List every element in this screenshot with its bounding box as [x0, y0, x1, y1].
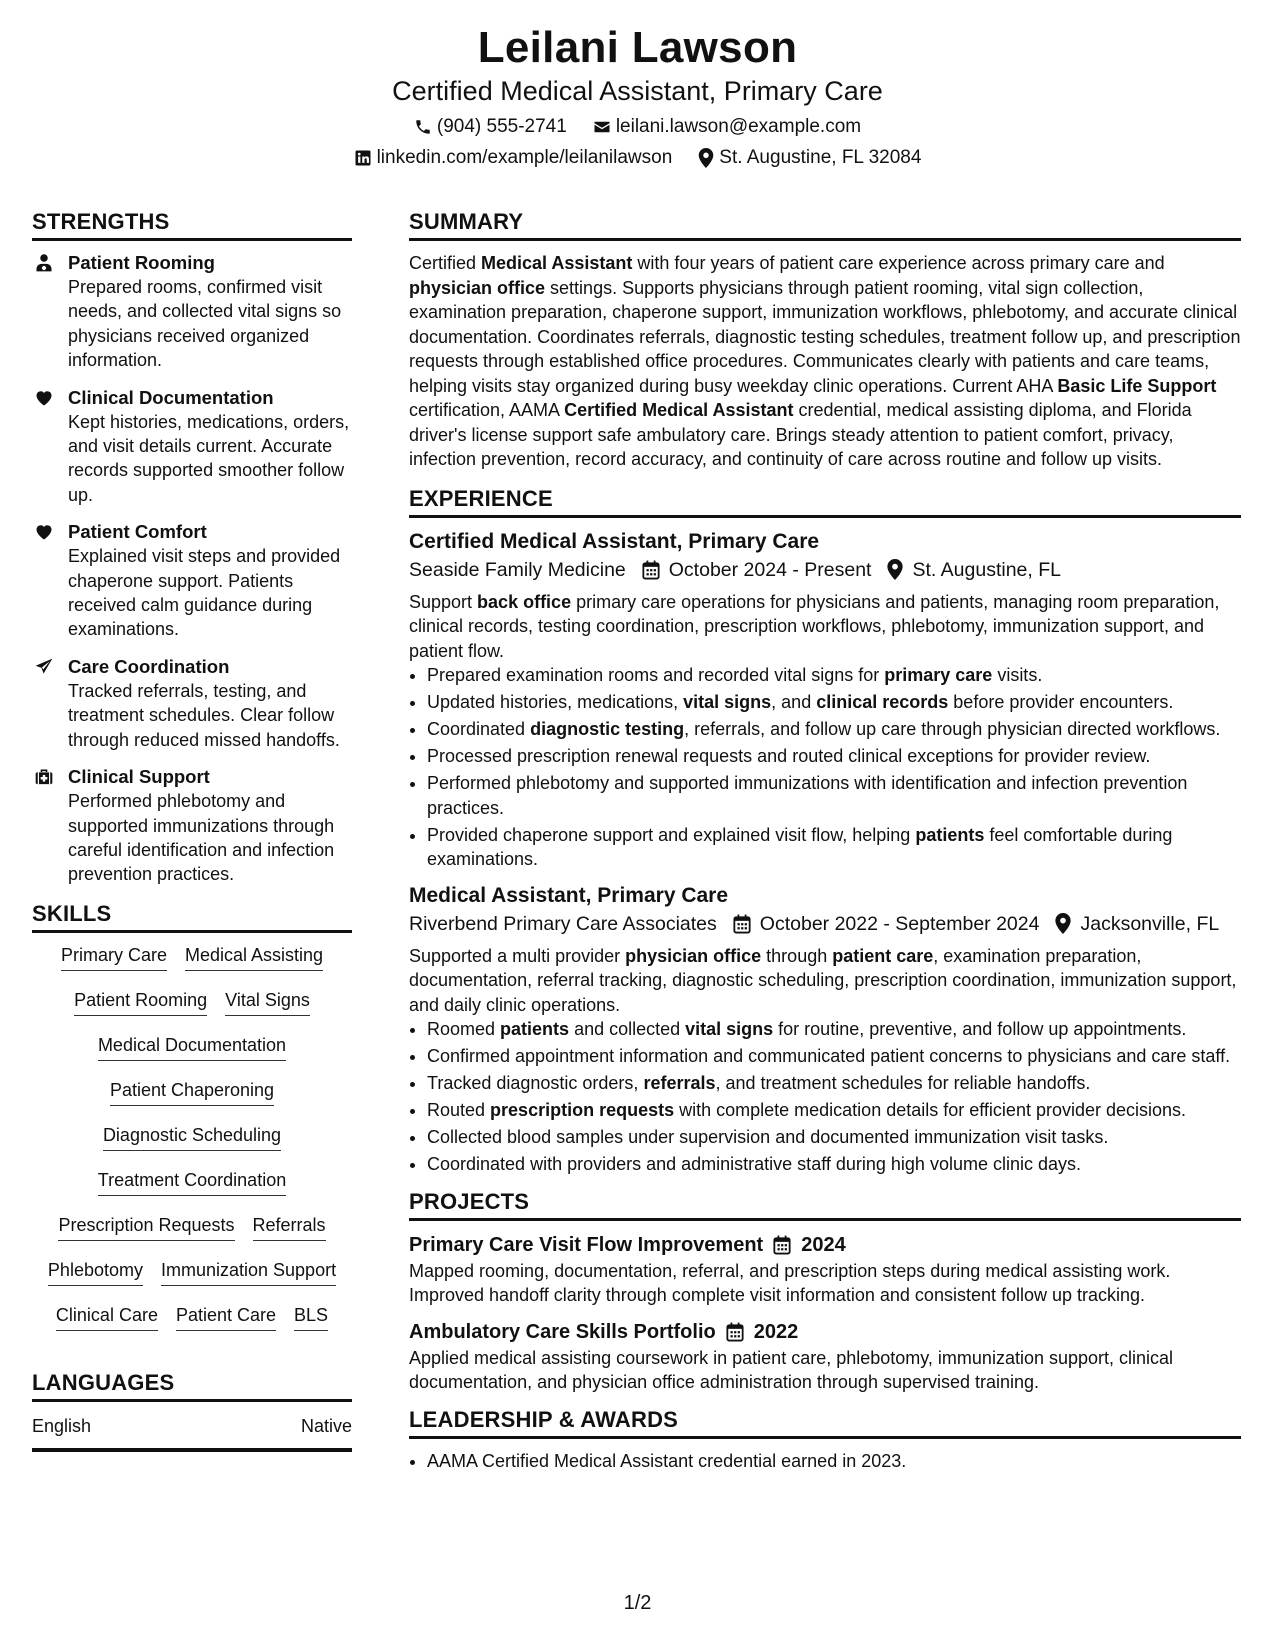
skill-tag: Vital Signs: [225, 988, 310, 1016]
text-segment: Processed prescription renewal requests and routed clinical exceptions for provider review.: [427, 746, 1151, 766]
job-location: [1055, 910, 1219, 938]
job-dates: [642, 556, 872, 584]
skill-tag: Diagnostic Scheduling: [103, 1123, 281, 1151]
email-link[interactable]: leilani.lawson@example.com: [615, 116, 862, 137]
text-segment: Tracked diagnostic orders,: [427, 1073, 644, 1093]
job-dates-text: October 2024 - Present: [668, 558, 872, 581]
text-segment: Supported a multi provider: [409, 945, 626, 966]
bold-text: physician office: [625, 945, 762, 966]
skill-tag: Patient Chaperoning: [110, 1078, 274, 1106]
bullet-item: [427, 1098, 1241, 1123]
job-company: Riverbend Primary Care Associates: [409, 912, 717, 935]
bullet-item: [427, 771, 1241, 820]
job-company: Seaside Family Medicine: [409, 558, 626, 581]
text-segment: credential, medical assisting diploma, and Florida driver's license support safe ambulatory care. Brings steady attention to patient comfort, privacy, infection prevention, record accuracy, and continuity of care across routine and follow up visits.: [409, 400, 1192, 469]
bullet-item: [427, 1017, 1241, 1042]
linkedin-link[interactable]: linkedin.com/example/leilanilawson: [376, 147, 673, 168]
job-entry: [409, 528, 1241, 872]
text-segment: , referrals, and follow up care through physician directed workflows.: [684, 719, 1221, 739]
calendar-icon: [773, 1235, 791, 1255]
project-title-row: [409, 1318, 1241, 1346]
project-title-row: [409, 1231, 1241, 1259]
skill-row: [32, 1213, 352, 1258]
right-column: [409, 209, 1241, 1476]
skill-row: [32, 1303, 352, 1348]
bold-text: patients: [915, 824, 985, 845]
skill-row: [32, 988, 352, 1033]
leadership-heading: LEADERSHIP & AWARDS: [409, 1407, 1241, 1439]
text-segment: Prepared examination rooms and recorded vital signs for: [427, 665, 885, 685]
user-doctor-icon: [32, 251, 56, 373]
bold-text: vital signs: [685, 1019, 774, 1039]
strength-body: [68, 386, 352, 508]
job-meta: [409, 910, 1241, 938]
job-location-text: St. Augustine, FL: [912, 558, 1061, 581]
strength-description: Kept histories, medications, orders, and visit details current. Accurate records supported smoother follow up.: [68, 411, 350, 505]
bullet-item: [427, 1152, 1241, 1177]
job-title: Certified Medical Assistant, Primary Care: [409, 529, 820, 553]
medical-kit-icon: [32, 765, 56, 887]
text-segment: primary care operations for physicians and patients, managing room preparation, clinical records, testing coordination, prescription workflows, phlebotomy, immunization support, and patient flow.: [409, 591, 1220, 661]
bold-text: Certified Medical Assistant: [564, 400, 794, 420]
bold-text: back office: [477, 591, 572, 612]
bold-text: physician office: [409, 277, 546, 298]
job-title: Medical Assistant, Primary Care: [409, 883, 729, 907]
leadership-list: [409, 1449, 1241, 1474]
strength-item: [32, 655, 352, 752]
contact-row-1: [0, 115, 1275, 139]
award-item: • AAMA Certified Medical Assistant credential earned in 2023.: [427, 1449, 1241, 1474]
text-segment: Support: [409, 591, 478, 612]
skill-tag: Primary Care: [61, 943, 167, 971]
text-segment: feel comfortable during examinations.: [427, 824, 1173, 869]
strengths-heading: STRENGTHS: [32, 209, 352, 241]
candidate-title: Certified Medical Assistant, Primary Care: [392, 76, 883, 106]
left-column: [32, 209, 352, 1452]
bullet-item: [427, 823, 1241, 872]
text-segment: Routed: [427, 1100, 491, 1120]
skills-heading: SKILLS: [32, 901, 352, 933]
bold-text: Basic Life Support: [1057, 375, 1217, 396]
bullet-item: [427, 1071, 1241, 1096]
skill-tag: Treatment Coordination: [98, 1168, 286, 1196]
heart-icon: [32, 386, 56, 508]
text-segment: Collected blood samples under supervision and documented immunization visit tasks.: [427, 1127, 1109, 1147]
contact-row-2: [0, 146, 1275, 170]
strength-item: [32, 251, 352, 373]
strength-item: [32, 765, 352, 887]
text-segment: certification, AAMA: [409, 400, 565, 420]
location-contact: [698, 146, 921, 170]
bullet-item: [427, 744, 1241, 769]
linkedin-contact: [354, 146, 673, 170]
projects-heading: PROJECTS: [409, 1189, 1241, 1221]
languages-list: [32, 1414, 352, 1452]
bold-text: patients: [500, 1019, 570, 1039]
project-description: Applied medical assisting coursework in patient care, phlebotomy, immunization support, clinical documentation, and physician office administration through supervised training.: [409, 1347, 1174, 1392]
page-number: 1/2: [623, 1592, 652, 1614]
project-entry: [409, 1231, 1241, 1308]
projects-list: [409, 1231, 1241, 1395]
language-name: English: [32, 1415, 92, 1436]
job-bullets: [409, 1017, 1241, 1177]
skill-row: [32, 1258, 352, 1303]
skill-tag: Referrals: [253, 1213, 326, 1241]
calendar-icon: [726, 1322, 744, 1342]
text-segment: for routine, preventive, and follow up appointments.: [773, 1019, 1187, 1039]
language-row: [32, 1414, 352, 1452]
strength-title: Patient Rooming: [68, 252, 215, 273]
heart-icon: [32, 520, 56, 642]
envelope-icon: [593, 118, 611, 136]
job-entry: [409, 882, 1241, 1177]
text-segment: Updated histories, medications,: [427, 692, 684, 712]
job-intro: [409, 590, 1241, 664]
strength-description: Explained visit steps and provided chaperone support. Patients received calm guidance during examinations.: [68, 546, 341, 640]
text-segment: visits.: [992, 665, 1043, 685]
experience-list: [409, 528, 1241, 1177]
skill-tag: Prescription Requests: [58, 1213, 234, 1241]
linkedin-icon: [354, 149, 372, 167]
job-bullets: [409, 663, 1241, 872]
bullet-item: [427, 717, 1241, 742]
project-description: Mapped rooming, documentation, referral, and prescription steps during medical assisting work. Improved handoff clarity through complete visit information and consistent follow up tracking.: [409, 1260, 1171, 1305]
skill-tag: Clinical Care: [56, 1303, 158, 1331]
text-segment: settings. Supports physicians through patient rooming, vital sign collection, examination preparation, chaperone support, immunization workflows, phlebotomy, and accurate clinical documentation. Coordinates referrals, diagnostic testing schedules, treatment follow up, and prescription requests through established office procedures. Communicates clearly with patients and care teams, helping visits stay organized during busy weekday clinic operations. Current AHA: [409, 277, 1241, 396]
phone-icon: [414, 118, 432, 136]
map-pin-icon: [887, 559, 903, 580]
text-segment: Coordinated: [427, 719, 531, 739]
strength-title: Clinical Documentation: [68, 386, 274, 408]
job-intro: [409, 944, 1241, 1018]
skill-row: [32, 1168, 352, 1213]
skill-row: [32, 943, 352, 988]
calendar-icon: [642, 560, 660, 580]
text-segment: Roomed: [427, 1019, 501, 1039]
skill-tag: Patient Care: [176, 1303, 276, 1331]
job-dates: [733, 910, 1040, 938]
text-segment: Certified: [409, 253, 482, 273]
skill-tag: Patient Rooming: [74, 988, 207, 1016]
strength-item: [32, 386, 352, 508]
skill-tag: BLS: [294, 1303, 328, 1331]
text-segment: before provider encounters.: [948, 692, 1174, 712]
strength-body: [68, 251, 352, 373]
bullet-item: [427, 1125, 1241, 1150]
strength-title: Patient Comfort: [68, 521, 207, 543]
bold-text: Medical Assistant: [481, 253, 633, 273]
map-pin-icon: [1055, 913, 1071, 934]
bullet-item: [427, 690, 1241, 715]
text-segment: , and treatment schedules for reliable handoffs.: [715, 1073, 1091, 1093]
skill-row: [32, 1123, 352, 1168]
bold-text: prescription requests: [490, 1100, 675, 1120]
bullet-item: [427, 663, 1241, 688]
email-contact: [593, 115, 861, 139]
paper-plane-icon: [32, 655, 56, 752]
calendar-icon: [733, 914, 751, 934]
text-segment: and collected: [569, 1019, 686, 1039]
strength-item: [32, 520, 352, 642]
phone-text[interactable]: (904) 555-2741: [436, 116, 567, 137]
text-segment: with complete medication details for efficient provider decisions.: [674, 1100, 1187, 1120]
strength-title: Clinical Support: [68, 766, 210, 788]
skill-tag: Medical Assisting: [185, 943, 323, 971]
skill-row: [32, 1033, 352, 1078]
summary-heading: SUMMARY: [409, 209, 1241, 241]
phone-contact: [414, 115, 567, 139]
skill-tag: Medical Documentation: [98, 1033, 286, 1061]
bold-text: patient care: [832, 945, 934, 966]
project-title: Primary Care Visit Flow Improvement: [409, 1233, 764, 1256]
bold-text: diagnostic testing: [530, 719, 685, 739]
candidate-name: Leilani Lawson: [477, 23, 798, 72]
map-pin-icon: [698, 148, 714, 168]
strength-description: Tracked referrals, testing, and treatment schedules. Clear follow through reduced missed handoffs.: [68, 680, 340, 750]
summary-text: [409, 251, 1241, 472]
strength-description: Performed phlebotomy and supported immunizations through careful identification and infection prevention practices.: [68, 791, 335, 885]
strength-description: Prepared rooms, confirmed visit needs, and collected vital signs so physicians received organized information.: [68, 277, 342, 371]
strengths-list: [32, 251, 352, 887]
location-text: St. Augustine, FL 32084: [719, 147, 922, 168]
project-entry: [409, 1318, 1241, 1395]
bold-text: vital signs: [683, 692, 772, 712]
text-segment: Confirmed appointment information and communicated patient concerns to physicians and care staff.: [427, 1046, 1231, 1066]
project-title: Ambulatory Care Skills Portfolio: [409, 1320, 716, 1343]
resume-header: [0, 22, 1275, 170]
strength-title: Care Coordination: [68, 655, 230, 677]
text-segment: Provided chaperone support and explained visit flow, helping: [427, 824, 916, 845]
job-location: [887, 556, 1061, 584]
project-year: 2024: [801, 1233, 846, 1256]
skill-tag: Immunization Support: [161, 1258, 336, 1286]
bullet-item: [427, 1044, 1241, 1069]
languages-heading: LANGUAGES: [32, 1370, 352, 1402]
bold-text: clinical records: [816, 692, 949, 712]
strength-body: [68, 655, 352, 752]
text-segment: Coordinated with providers and administrative staff during high volume clinic days.: [427, 1154, 1082, 1174]
language-level: Native: [300, 1415, 352, 1436]
strength-body: [68, 520, 352, 642]
text-segment: through: [761, 945, 833, 966]
text-segment: with four years of patient care experience across primary care and: [632, 253, 1165, 273]
strength-body: [68, 765, 352, 887]
job-meta: [409, 556, 1241, 584]
experience-heading: EXPERIENCE: [409, 486, 1241, 518]
skill-row: [32, 1078, 352, 1123]
text-segment: Performed phlebotomy and supported immunizations with identification and infection prevention practices.: [427, 773, 1188, 818]
skill-tag: Phlebotomy: [48, 1258, 143, 1286]
project-year: 2022: [753, 1320, 799, 1343]
job-location-text: Jacksonville, FL: [1080, 912, 1220, 935]
job-dates-text: October 2022 - September 2024: [759, 912, 1040, 935]
text-segment: , examination preparation, documentation, referral tracking, diagnostic scheduling, prescription coordination, immunization support, and daily clinic operations.: [409, 945, 1237, 1015]
bold-text: primary care: [884, 665, 993, 685]
skills-list: [32, 943, 352, 1348]
text-segment: , and: [771, 692, 817, 712]
bold-text: referrals: [643, 1073, 716, 1093]
